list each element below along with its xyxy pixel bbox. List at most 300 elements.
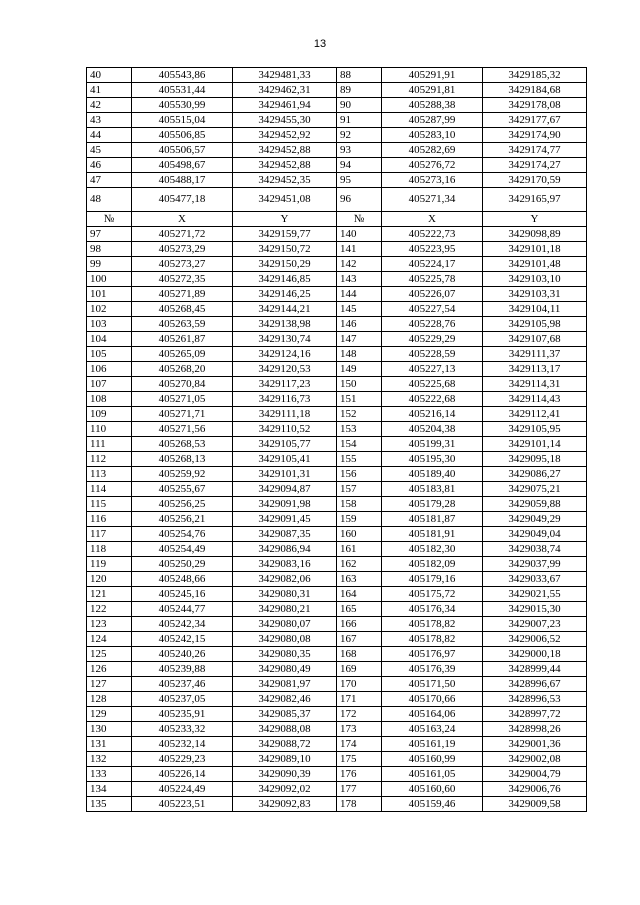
y-coordinate-right: 3429185,32 [483,68,587,83]
header-x-right: X [382,212,483,227]
y-coordinate-right: 3429038,74 [483,542,587,557]
x-coordinate-left: 405271,71 [132,407,233,422]
point-number-left: 105 [87,347,132,362]
y-coordinate-left: 3429083,16 [233,557,337,572]
x-coordinate-right: 405181,91 [382,527,483,542]
x-coordinate-right: 405178,82 [382,617,483,632]
y-coordinate-left: 3429091,98 [233,497,337,512]
x-coordinate-right: 405163,24 [382,722,483,737]
point-number-right: 147 [337,332,382,347]
x-coordinate-left: 405268,20 [132,362,233,377]
x-coordinate-right: 405159,46 [382,797,483,812]
y-coordinate-right: 3429086,27 [483,467,587,482]
y-coordinate-left: 3429452,88 [233,143,337,158]
point-number-right: 88 [337,68,382,83]
table-row [87,98,587,113]
point-number-left: 119 [87,557,132,572]
y-coordinate-right: 3429006,52 [483,632,587,647]
x-coordinate-right: 405227,13 [382,362,483,377]
x-coordinate-left: 405244,77 [132,602,233,617]
y-coordinate-left: 3429146,25 [233,287,337,302]
x-coordinate-left: 405263,59 [132,317,233,332]
point-number-left: 48 [87,188,132,212]
x-coordinate-left: 405254,76 [132,527,233,542]
x-coordinate-right: 405179,16 [382,572,483,587]
header-num-left: № [87,212,132,227]
point-number-right: 145 [337,302,382,317]
table-row [87,257,587,272]
point-number-left: 124 [87,632,132,647]
x-coordinate-right: 405227,54 [382,302,483,317]
x-coordinate-right: 405171,50 [382,677,483,692]
y-coordinate-right: 3429001,36 [483,737,587,752]
table-row [87,707,587,722]
y-coordinate-right: 3429174,90 [483,128,587,143]
x-coordinate-left: 405226,14 [132,767,233,782]
y-coordinate-right: 3429105,95 [483,422,587,437]
y-coordinate-left: 3429150,29 [233,257,337,272]
y-coordinate-right: 3429037,99 [483,557,587,572]
header-num-right: № [337,212,382,227]
table-row [87,143,587,158]
x-coordinate-left: 405498,67 [132,158,233,173]
point-number-right: 159 [337,512,382,527]
x-coordinate-left: 405255,67 [132,482,233,497]
point-number-right: 154 [337,437,382,452]
y-coordinate-left: 3429130,74 [233,332,337,347]
x-coordinate-right: 405228,76 [382,317,483,332]
point-number-right: 94 [337,158,382,173]
point-number-right: 155 [337,452,382,467]
x-coordinate-left: 405232,14 [132,737,233,752]
y-coordinate-left: 3429080,35 [233,647,337,662]
y-coordinate-right: 3429002,08 [483,752,587,767]
point-number-right: 146 [337,317,382,332]
y-coordinate-left: 3429144,21 [233,302,337,317]
point-number-left: 125 [87,647,132,662]
x-coordinate-left: 405273,29 [132,242,233,257]
x-coordinate-left: 405242,15 [132,632,233,647]
coordinates-table-top-rows [87,68,587,212]
y-coordinate-left: 3429120,53 [233,362,337,377]
x-coordinate-right: 405291,81 [382,83,483,98]
y-coordinate-left: 3429116,73 [233,392,337,407]
point-number-right: 165 [337,602,382,617]
point-number-right: 93 [337,143,382,158]
table-row [87,782,587,797]
x-coordinate-left: 405248,66 [132,572,233,587]
x-coordinate-right: 405226,07 [382,287,483,302]
point-number-left: 120 [87,572,132,587]
y-coordinate-left: 3429452,92 [233,128,337,143]
y-coordinate-right: 3429170,59 [483,173,587,188]
point-number-left: 133 [87,767,132,782]
x-coordinate-right: 405288,38 [382,98,483,113]
y-coordinate-left: 3429101,31 [233,467,337,482]
y-coordinate-left: 3429094,87 [233,482,337,497]
point-number-right: 141 [337,242,382,257]
point-number-right: 160 [337,527,382,542]
y-coordinate-right: 3429114,43 [483,392,587,407]
x-coordinate-right: 405204,38 [382,422,483,437]
y-coordinate-left: 3429086,94 [233,542,337,557]
point-number-right: 91 [337,113,382,128]
table-row [87,452,587,467]
y-coordinate-right: 3429075,21 [483,482,587,497]
table-row [87,287,587,302]
point-number-left: 117 [87,527,132,542]
point-number-left: 103 [87,317,132,332]
y-coordinate-left: 3429117,23 [233,377,337,392]
y-coordinate-right: 3429007,23 [483,617,587,632]
table-row [87,188,587,212]
x-coordinate-left: 405261,87 [132,332,233,347]
point-number-left: 130 [87,722,132,737]
point-number-right: 152 [337,407,382,422]
y-coordinate-left: 3429092,83 [233,797,337,812]
x-coordinate-right: 405224,17 [382,257,483,272]
point-number-right: 90 [337,98,382,113]
x-coordinate-left: 405229,23 [132,752,233,767]
point-number-right: 151 [337,392,382,407]
point-number-left: 127 [87,677,132,692]
point-number-right: 170 [337,677,382,692]
table-row [87,272,587,287]
point-number-left: 104 [87,332,132,347]
y-coordinate-right: 3429049,29 [483,512,587,527]
y-coordinate-right: 3429049,04 [483,527,587,542]
y-coordinate-right: 3429105,98 [483,317,587,332]
x-coordinate-right: 405276,72 [382,158,483,173]
x-coordinate-right: 405291,91 [382,68,483,83]
table-row [87,467,587,482]
x-coordinate-left: 405223,51 [132,797,233,812]
y-coordinate-right: 3429006,76 [483,782,587,797]
y-coordinate-left: 3429105,41 [233,452,337,467]
point-number-left: 106 [87,362,132,377]
x-coordinate-left: 405254,49 [132,542,233,557]
point-number-left: 116 [87,512,132,527]
coordinates-table-bottom-rows [87,227,587,812]
point-number-right: 176 [337,767,382,782]
y-coordinate-right: 3429113,17 [483,362,587,377]
coordinates-table-header [87,212,587,227]
header-row [87,212,587,227]
y-coordinate-right: 3428996,67 [483,677,587,692]
point-number-left: 126 [87,662,132,677]
table-row [87,662,587,677]
y-coordinate-right: 3429114,31 [483,377,587,392]
point-number-right: 168 [337,647,382,662]
y-coordinate-left: 3429082,46 [233,692,337,707]
x-coordinate-left: 405271,05 [132,392,233,407]
x-coordinate-left: 405273,27 [132,257,233,272]
point-number-left: 41 [87,83,132,98]
point-number-right: 173 [337,722,382,737]
y-coordinate-left: 3429087,35 [233,527,337,542]
table-row [87,83,587,98]
y-coordinate-left: 3429088,72 [233,737,337,752]
x-coordinate-left: 405256,21 [132,512,233,527]
y-coordinate-right: 3429098,89 [483,227,587,242]
y-coordinate-right: 3429101,14 [483,437,587,452]
point-number-right: 157 [337,482,382,497]
table-row [87,557,587,572]
x-coordinate-left: 405531,44 [132,83,233,98]
x-coordinate-right: 405164,06 [382,707,483,722]
header-x-left: X [132,212,233,227]
y-coordinate-left: 3429085,37 [233,707,337,722]
x-coordinate-left: 405268,53 [132,437,233,452]
x-coordinate-right: 405181,87 [382,512,483,527]
table-row [87,422,587,437]
point-number-left: 129 [87,707,132,722]
y-coordinate-right: 3429103,31 [483,287,587,302]
y-coordinate-left: 3429080,21 [233,602,337,617]
x-coordinate-right: 405176,97 [382,647,483,662]
x-coordinate-left: 405245,16 [132,587,233,602]
x-coordinate-left: 405271,89 [132,287,233,302]
y-coordinate-left: 3429461,94 [233,98,337,113]
y-coordinate-right: 3429165,97 [483,188,587,212]
table-row [87,173,587,188]
point-number-right: 163 [337,572,382,587]
point-number-left: 98 [87,242,132,257]
x-coordinate-left: 405259,92 [132,467,233,482]
point-number-left: 46 [87,158,132,173]
y-coordinate-right: 3429033,67 [483,572,587,587]
y-coordinate-left: 3429462,31 [233,83,337,98]
point-number-right: 153 [337,422,382,437]
point-number-left: 114 [87,482,132,497]
y-coordinate-right: 3429174,77 [483,143,587,158]
y-coordinate-right: 3429104,11 [483,302,587,317]
point-number-right: 140 [337,227,382,242]
point-number-right: 156 [337,467,382,482]
table-row [87,332,587,347]
point-number-left: 45 [87,143,132,158]
x-coordinate-right: 405175,72 [382,587,483,602]
y-coordinate-right: 3428996,53 [483,692,587,707]
y-coordinate-right: 3429178,08 [483,98,587,113]
y-coordinate-left: 3429124,16 [233,347,337,362]
y-coordinate-left: 3429159,77 [233,227,337,242]
y-coordinate-left: 3429481,33 [233,68,337,83]
table-row [87,362,587,377]
point-number-left: 115 [87,497,132,512]
table-row [87,767,587,782]
table-row [87,113,587,128]
x-coordinate-left: 405270,84 [132,377,233,392]
point-number-left: 47 [87,173,132,188]
x-coordinate-right: 405183,81 [382,482,483,497]
point-number-left: 118 [87,542,132,557]
x-coordinate-left: 405265,09 [132,347,233,362]
point-number-right: 89 [337,83,382,98]
point-number-left: 107 [87,377,132,392]
header-y-right: Y [483,212,587,227]
y-coordinate-left: 3429110,52 [233,422,337,437]
table-row [87,128,587,143]
x-coordinate-right: 405199,31 [382,437,483,452]
point-number-left: 42 [87,98,132,113]
y-coordinate-left: 3429089,10 [233,752,337,767]
y-coordinate-right: 3428999,44 [483,662,587,677]
x-coordinate-left: 405506,57 [132,143,233,158]
y-coordinate-left: 3429455,30 [233,113,337,128]
x-coordinate-right: 405182,09 [382,557,483,572]
x-coordinate-right: 405161,05 [382,767,483,782]
point-number-right: 175 [337,752,382,767]
x-coordinate-right: 405225,68 [382,377,483,392]
point-number-right: 172 [337,707,382,722]
point-number-left: 100 [87,272,132,287]
y-coordinate-left: 3429146,85 [233,272,337,287]
y-coordinate-left: 3429150,72 [233,242,337,257]
y-coordinate-left: 3429105,77 [233,437,337,452]
y-coordinate-left: 3429111,18 [233,407,337,422]
table-row [87,227,587,242]
x-coordinate-left: 405233,32 [132,722,233,737]
y-coordinate-left: 3429080,31 [233,587,337,602]
y-coordinate-left: 3429090,39 [233,767,337,782]
point-number-right: 167 [337,632,382,647]
point-number-left: 122 [87,602,132,617]
x-coordinate-right: 405228,59 [382,347,483,362]
point-number-left: 44 [87,128,132,143]
point-number-right: 150 [337,377,382,392]
point-number-right: 164 [337,587,382,602]
point-number-left: 131 [87,737,132,752]
y-coordinate-left: 3429080,49 [233,662,337,677]
point-number-left: 112 [87,452,132,467]
x-coordinate-right: 405178,82 [382,632,483,647]
table-row [87,512,587,527]
x-coordinate-right: 405161,19 [382,737,483,752]
x-coordinate-right: 405160,60 [382,782,483,797]
point-number-left: 101 [87,287,132,302]
table-row [87,158,587,173]
table-row [87,587,587,602]
y-coordinate-left: 3429082,06 [233,572,337,587]
point-number-left: 99 [87,257,132,272]
y-coordinate-right: 3429000,18 [483,647,587,662]
table-row [87,542,587,557]
table-row [87,377,587,392]
x-coordinate-right: 405170,66 [382,692,483,707]
y-coordinate-left: 3429092,02 [233,782,337,797]
header-y-left: Y [233,212,337,227]
y-coordinate-right: 3429101,18 [483,242,587,257]
x-coordinate-right: 405225,78 [382,272,483,287]
y-coordinate-right: 3429107,68 [483,332,587,347]
table-row [87,392,587,407]
x-coordinate-right: 405160,99 [382,752,483,767]
x-coordinate-right: 405283,10 [382,128,483,143]
y-coordinate-right: 3429103,10 [483,272,587,287]
x-coordinate-left: 405235,91 [132,707,233,722]
x-coordinate-left: 405515,04 [132,113,233,128]
table-row [87,722,587,737]
point-number-right: 161 [337,542,382,557]
y-coordinate-right: 3429177,67 [483,113,587,128]
point-number-right: 92 [337,128,382,143]
x-coordinate-right: 405229,29 [382,332,483,347]
point-number-left: 134 [87,782,132,797]
table-row [87,752,587,767]
x-coordinate-right: 405195,30 [382,452,483,467]
point-number-right: 95 [337,173,382,188]
table-row [87,737,587,752]
point-number-right: 171 [337,692,382,707]
x-coordinate-left: 405271,56 [132,422,233,437]
point-number-left: 121 [87,587,132,602]
y-coordinate-left: 3429138,98 [233,317,337,332]
table-row [87,572,587,587]
y-coordinate-left: 3429452,35 [233,173,337,188]
x-coordinate-left: 405488,17 [132,173,233,188]
x-coordinate-left: 405240,26 [132,647,233,662]
table-row [87,242,587,257]
point-number-right: 178 [337,797,382,812]
x-coordinate-left: 405271,72 [132,227,233,242]
x-coordinate-left: 405506,85 [132,128,233,143]
y-coordinate-right: 3429095,18 [483,452,587,467]
y-coordinate-right: 3429059,88 [483,497,587,512]
table-row [87,347,587,362]
point-number-right: 149 [337,362,382,377]
x-coordinate-right: 405222,68 [382,392,483,407]
table-row [87,527,587,542]
y-coordinate-right: 3428997,72 [483,707,587,722]
point-number-left: 135 [87,797,132,812]
x-coordinate-right: 405216,14 [382,407,483,422]
point-number-left: 102 [87,302,132,317]
table-row [87,647,587,662]
x-coordinate-right: 405271,34 [382,188,483,212]
point-number-left: 128 [87,692,132,707]
point-number-left: 43 [87,113,132,128]
page-number: 13 [313,38,327,50]
point-number-right: 166 [337,617,382,632]
table-row [87,482,587,497]
y-coordinate-left: 3429088,08 [233,722,337,737]
y-coordinate-right: 3429101,48 [483,257,587,272]
table-row [87,407,587,422]
table-row [87,602,587,617]
point-number-right: 162 [337,557,382,572]
x-coordinate-left: 405237,46 [132,677,233,692]
table-row [87,632,587,647]
point-number-left: 40 [87,68,132,83]
x-coordinate-left: 405543,86 [132,68,233,83]
point-number-right: 144 [337,287,382,302]
x-coordinate-left: 405242,34 [132,617,233,632]
x-coordinate-left: 405256,25 [132,497,233,512]
y-coordinate-right: 3429112,41 [483,407,587,422]
table-row [87,437,587,452]
point-number-right: 142 [337,257,382,272]
y-coordinate-left: 3429080,07 [233,617,337,632]
x-coordinate-right: 405222,73 [382,227,483,242]
y-coordinate-left: 3429091,45 [233,512,337,527]
point-number-left: 123 [87,617,132,632]
table-row [87,617,587,632]
point-number-left: 132 [87,752,132,767]
x-coordinate-right: 405179,28 [382,497,483,512]
x-coordinate-left: 405239,88 [132,662,233,677]
y-coordinate-left: 3429452,88 [233,158,337,173]
